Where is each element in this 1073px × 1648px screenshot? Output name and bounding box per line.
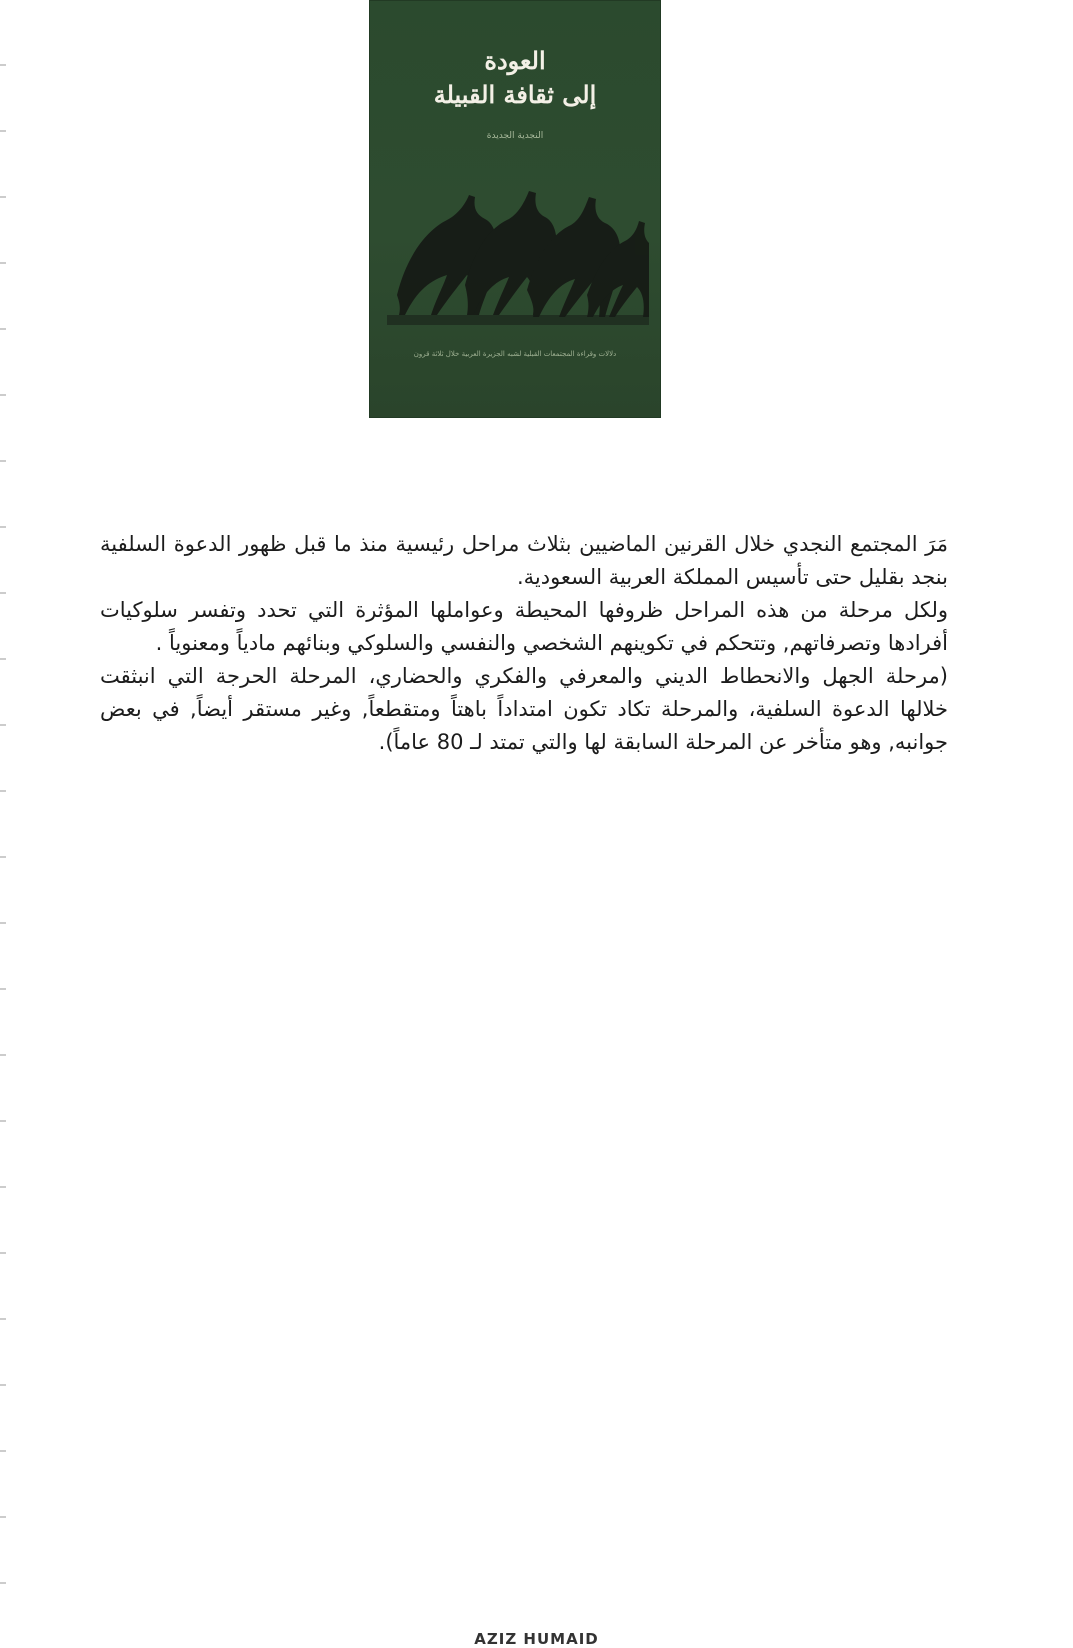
page-edge xyxy=(0,0,6,1645)
book-description xyxy=(100,528,948,759)
description-paragraph-1: مَرَ المجتمع النجدي خلال القرنين الماضيين بثلاث مراحل رئيسية منذ ما قبل ظهور الدعوة السلفية بنجد بقليل حتى تأسيس المملكة العربية السعودية. xyxy=(100,532,948,589)
cover-blurb: دلالات وقراءة المجتمعات القبلية لشبه الجزيرة العربية خلال ثلاثة قرون xyxy=(413,350,617,358)
horse-riders-illustration xyxy=(387,175,649,325)
description-paragraph-2: ولكل مرحلة من هذه المراحل ظروفها المحيطة وعواملها المؤثرة التي تحدد وتفسر سلوكيات أفرادها وتصرفاتهم, وتتحكم في تكوينهم الشخصي والنفسي والسلوكي وبنائهم مادياً ومعنوياً . xyxy=(100,598,948,655)
book-cover xyxy=(369,0,661,418)
cover-subtitle: النجدية الجديدة xyxy=(486,131,544,141)
cover-title xyxy=(369,44,661,112)
cover-title-line-2: إلى ثقافة القبيلة xyxy=(433,80,597,109)
author-name: AZIZ HUMAID xyxy=(474,1630,599,1648)
cover-title-line-1: العودة xyxy=(484,46,546,75)
description-paragraph-3: (مرحلة الجهل والانحطاط الديني والمعرفي والفكري والحضاري، المرحلة الحرجة التي انبثقت خلالها الدعوة السلفية، والمرحلة تكاد تكون امتداداً باهتاً ومتقطعاً, وغير مستقر أيضاً, في بعض جوانبه, وهو متأخر عن المرحلة السابقة لها والتي تمتد لـ 80 عاماً). xyxy=(100,664,948,754)
